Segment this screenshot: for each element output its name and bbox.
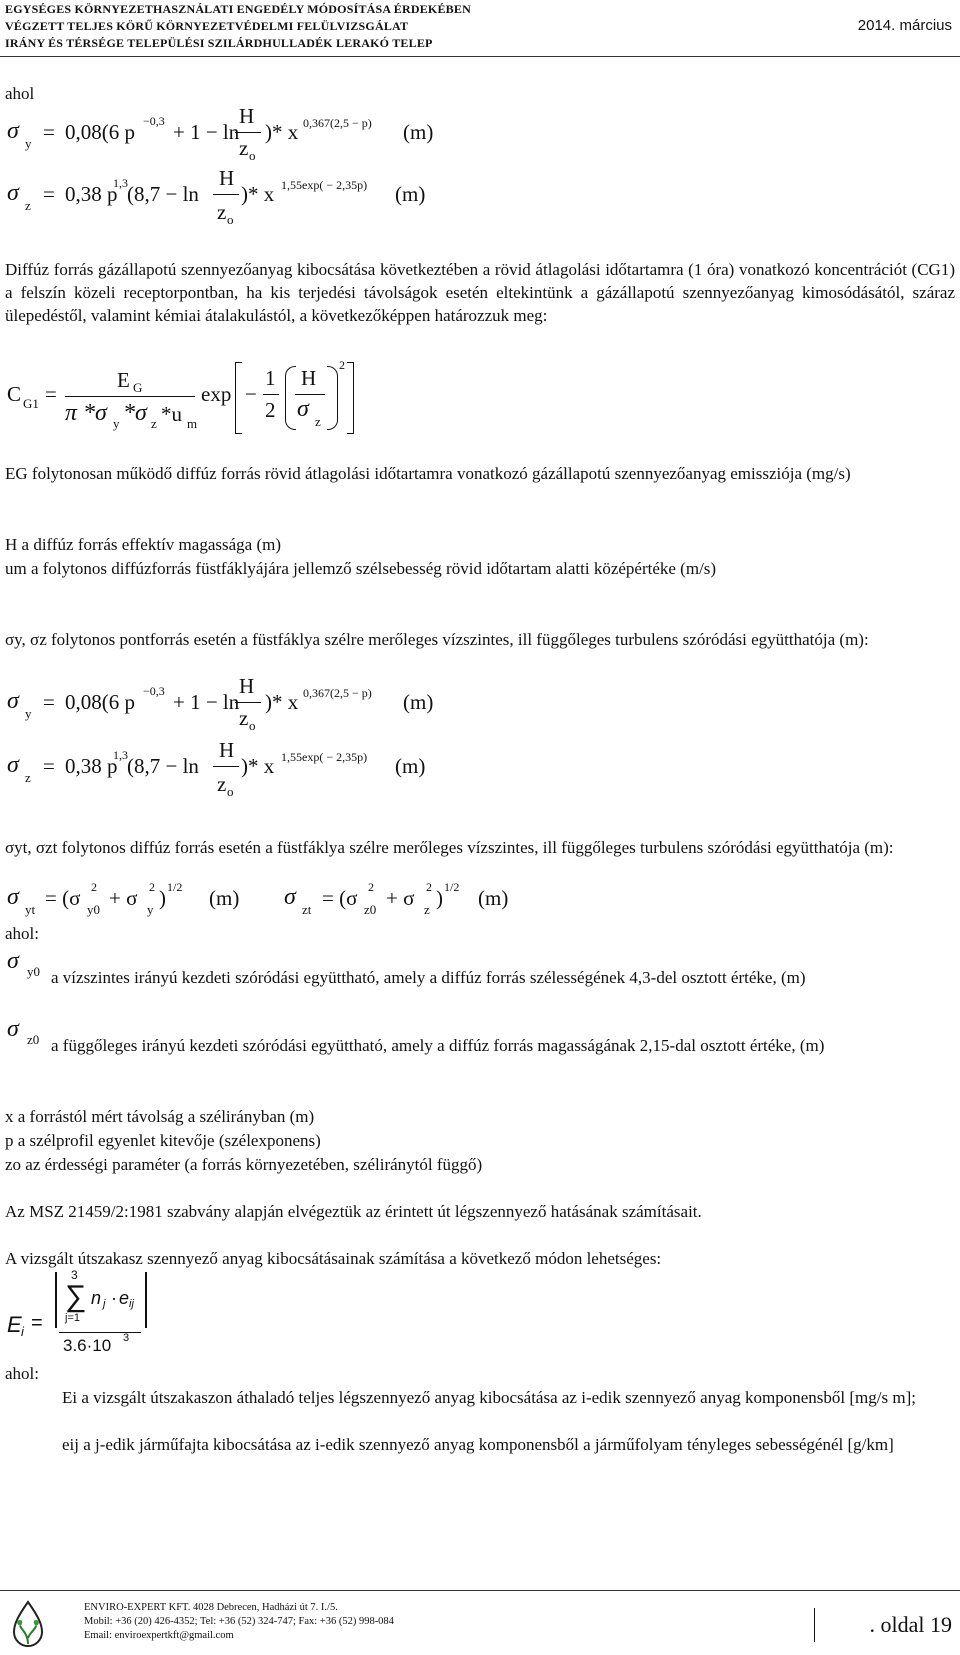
denominator-sub-y: y [113, 416, 120, 431]
coefficient: 0,38 p [65, 182, 118, 206]
n-subscript: j [103, 1298, 106, 1310]
sigma-subscript: zt [302, 902, 312, 917]
denominator-sub-m: m [187, 416, 198, 431]
sum-sign: ∑ [65, 1280, 87, 1313]
y0-subscript: y0 [87, 902, 100, 917]
z0-subscript: z0 [364, 902, 377, 917]
fraction-numerator: H [219, 738, 235, 762]
fraction-denominator: z [239, 706, 249, 730]
footer-email: Email: enviroexpertkft@gmail.com [84, 1630, 234, 1641]
fraction-numerator: E [117, 368, 130, 392]
half-numerator: 1 [265, 366, 276, 390]
c-symbol: C [7, 382, 22, 406]
fraction-denominator: z [239, 136, 249, 160]
x-term: )* x [265, 690, 299, 714]
paragraph-sigma-z0: a függőleges irányú kezdeti szóródási együttható, amely a diffúz forrás magasságának 2,15-dal osztott értéke, (m) [51, 1036, 825, 1055]
header-title-line-3: IRÁNY ÉS TÉRSÉGE TELEPÜLÉSI SZILÁRDHULLADÉK LERAKÓ TELEP [5, 36, 433, 50]
square-exponent: 2 [339, 358, 345, 372]
e-subscript-ij: ij [129, 1298, 134, 1310]
paragraph-msz: Az MSZ 21459/2:1981 szabvány alapján elvégeztük az érintett út légszennyező hatásának számításait. [5, 1202, 702, 1221]
coefficient: 0,38 p [65, 754, 118, 778]
x-term: )* x [265, 120, 299, 144]
unit-label: (m) [403, 690, 434, 714]
dot: · [111, 1288, 117, 1308]
e-term: e [119, 1288, 130, 1308]
right-bracket [347, 362, 354, 434]
half-denominator: 2 [265, 398, 276, 422]
rhs-open: = (σ [45, 886, 81, 910]
paragraph-sigma-y0: a vízszintes irányú kezdeti szóródási együttható, amely a diffúz forrás szélességének 4,3-del osztott értéke, (m) [51, 968, 806, 987]
equals-sign: = [43, 120, 55, 144]
zo-subscript: o [249, 718, 256, 733]
exponent: −0,3 [143, 684, 165, 698]
ln-term: + 1 − ln [173, 120, 240, 144]
inner-sub-z: z [315, 414, 321, 429]
paragraph-um: um a folytonos diffúzforrás füstfáklyájára jellemző szélsebesség rövid időtartam alatti középértéke (m/s) [5, 559, 717, 578]
half-bar [263, 394, 279, 395]
inner-sigma: σ [297, 396, 309, 422]
x-exponent: 0,367(2,5 − p) [303, 686, 372, 700]
formula-sigma-z-1 [5, 166, 605, 235]
sigma-symbol: σ [7, 180, 19, 206]
ln-term: (8,7 − ln [127, 182, 199, 206]
unit-label: (m) [403, 120, 434, 144]
paragraph-diffuz: Diffúz forrás gázállapotú szennyezőanyag kibocsátása következtében a rövid átlagolási időtartamra (1 óra) vonatkozó koncentrációt (CG1) a felszín közeli receptorpontban, ha kis terjedési távolságok esetén eltekintünk a gázállapotú szennyezőanyag kimosódásától, száraz ülepedéstől, valamint kémiai átalakulástól, a következőképpen határozzuk meg: [5, 260, 955, 325]
ahol-label-1: ahol [5, 84, 35, 103]
fraction-bar [65, 396, 195, 397]
formula-emission [5, 1270, 205, 1365]
coefficient: 0,08(6 p [65, 690, 135, 714]
sigma-symbol: σ [7, 948, 19, 974]
footer-separator [814, 1608, 815, 1642]
fraction-bar [213, 766, 239, 767]
close-paren: ) [436, 886, 443, 910]
plus-sigma: + σ [109, 886, 138, 910]
paragraph-sigma-t: σyt, σzt folytonos diffúz forrás esetén a füstfáklya szélre merőleges vízszintes, ill függőleges turbulens szóródási együtthatója (m): [5, 838, 894, 857]
formula-sigma-y-1 [5, 104, 605, 168]
denominator: 3.6·10 [63, 1336, 112, 1355]
z-subscript: z [424, 902, 430, 917]
unit-label: (m) [395, 754, 426, 778]
left-bracket [235, 362, 242, 434]
denominator-exponent: 3 [123, 1332, 130, 1344]
unit-label: (m) [478, 886, 509, 910]
formula-sigma-zt [282, 880, 582, 920]
minus-sign: − [245, 382, 257, 406]
equals-sign: = [43, 182, 55, 206]
ahol-label-2: ahol: [5, 924, 39, 943]
fraction-bar [235, 702, 261, 703]
exp-function: exp [201, 382, 232, 406]
square-exponent-2: 2 [149, 880, 155, 894]
paragraph-eij: eij a j-edik járműfajta kibocsátása az i-edik szennyező anyag komponensből a járműfolyam tényleges sebességénél [g/km] [62, 1435, 894, 1454]
sigma-symbol: σ [7, 688, 19, 714]
right-paren [327, 366, 338, 430]
plus-sigma: + σ [386, 886, 415, 910]
sigma-subscript: z [25, 770, 31, 785]
denominator-u: *u [161, 402, 182, 426]
zo-subscript: o [227, 212, 234, 227]
paragraph-x: x a forrástól mért távolság a szélirányban (m) [5, 1107, 315, 1126]
fraction-numerator: H [239, 674, 255, 698]
ahol-label-3: ahol: [5, 1364, 39, 1383]
x-term: )* x [241, 754, 275, 778]
page-number: . oldal 19 [869, 1612, 952, 1637]
paragraph-sigma: σy, σz folytonos pontforrás esetén a füstfáklya szélre merőleges vízszintes, ill függőleges turbulens szóródási együtthatója (m): [5, 630, 869, 649]
paragraph-zo: zo az érdességi paraméter (a forrás környezetében, széliránytól függő) [5, 1155, 483, 1174]
fraction-numerator: H [239, 104, 255, 128]
e-subscript: i [21, 1324, 24, 1339]
exponent: 1,3 [113, 176, 128, 190]
numerator-subscript: G [133, 380, 143, 395]
unit-label: (m) [209, 886, 240, 910]
paragraph-p: p a szélprofil egyenlet kitevője (szélexponens) [5, 1131, 321, 1150]
fraction-numerator: H [219, 166, 235, 190]
paragraph-h: H a diffúz forrás effektív magassága (m) [5, 535, 281, 554]
denominator-sub-z: z [151, 416, 157, 431]
sigma-subscript: yt [25, 902, 36, 917]
x-exponent: 1,55exp( − 2,35p) [281, 178, 368, 192]
left-paren [285, 366, 296, 430]
y0-subscript: y0 [27, 964, 40, 979]
fraction-bar [213, 194, 239, 195]
sigma-symbol: σ [7, 884, 19, 910]
fraction-denominator: z [217, 200, 227, 224]
sum-lower: j=1 [65, 1312, 80, 1324]
formula-concentration [5, 360, 605, 440]
e-symbol: E [7, 1312, 22, 1337]
header-title-line-2: VÉGZETT TELJES KÖRŰ KÖRNYEZETVÉDELMI FELÜLVIZSGÁLAT [5, 19, 409, 33]
y-subscript: y [147, 902, 154, 917]
sigma-subscript: y [25, 706, 32, 721]
rhs-open: = (σ [322, 886, 358, 910]
x-term: )* x [241, 182, 275, 206]
equals-sign: = [43, 754, 55, 778]
c-subscript: G1 [23, 396, 39, 411]
square-exponent-2: 2 [426, 880, 432, 894]
paragraph-ei: Ei a vizsgált útszakaszon áthaladó teljes légszennyező anyag kibocsátása az i-edik szennyező anyag komponensből [mg/s m]; [62, 1388, 916, 1407]
n-term: n [91, 1288, 102, 1308]
z0-subscript: z0 [27, 1032, 40, 1047]
footer-phones: Mobil: +36 (20) 426-4352; Tel: +36 (52) 324-747; Fax: +36 (52) 998-084 [84, 1616, 394, 1627]
ln-term: (8,7 − ln [127, 754, 199, 778]
half-exponent: 1/2 [444, 880, 460, 894]
formula-sigma-yt [5, 880, 305, 920]
company-logo-icon [8, 1598, 48, 1650]
header-rule [0, 56, 960, 57]
formula-sigma-y-2 [5, 674, 605, 738]
page-footer [0, 1590, 960, 1655]
footer-company: ENVIRO-EXPERT KFT. 4028 Debrecen, Hadházi út 7. I./5. [84, 1602, 338, 1613]
denominator-pi-sigma: π *σ [65, 400, 107, 426]
footer-rule [0, 1590, 960, 1591]
square-exponent: 2 [368, 880, 374, 894]
unit-label: (m) [395, 182, 426, 206]
fraction-bar [235, 132, 261, 133]
fraction-denominator: z [217, 772, 227, 796]
header-date: 2014. március [857, 17, 952, 34]
x-exponent: 1,55exp( − 2,35p) [281, 750, 368, 764]
square-exponent: 2 [91, 880, 97, 894]
ln-term: + 1 − ln [173, 690, 240, 714]
exponent: −0,3 [143, 114, 165, 128]
equals-sign: = [45, 382, 57, 406]
sigma-symbol: σ [284, 884, 296, 910]
sigma-symbol: σ [7, 118, 19, 144]
sigma-subscript: y [25, 136, 32, 151]
paragraph-eg: EG folytonosan működő diffúz forrás rövid átlagolási időtartamra vonatkozó gázállapotú szennyezőanyag emissziója (mg/s) [5, 464, 851, 483]
coefficient: 0,08(6 p [65, 120, 135, 144]
zo-subscript: o [249, 148, 256, 163]
half-exponent: 1/2 [167, 880, 183, 894]
header-title-line-1: EGYSÉGES KÖRNYEZETHASZNÁLATI ENGEDÉLY MÓDOSÍTÁSA ÉRDEKÉBEN [5, 2, 471, 16]
inner-numerator: H [301, 366, 317, 390]
sigma-symbol: σ [7, 1016, 19, 1042]
sum-upper: 3 [71, 1268, 78, 1282]
denominator-sigma-z: *σ [123, 400, 147, 426]
exponent: 1,3 [113, 748, 128, 762]
page-header [0, 0, 960, 60]
sigma-symbol: σ [7, 752, 19, 778]
x-exponent: 0,367(2,5 − p) [303, 116, 372, 130]
paragraph-vizsgalt: A vizsgált útszakasz szennyező anyag kibocsátásainak számítása a következő módon lehetséges: [5, 1249, 662, 1268]
close-paren: ) [159, 886, 166, 910]
equals-sign: = [43, 690, 55, 714]
equals-sign: = [31, 1312, 43, 1334]
zo-subscript: o [227, 784, 234, 799]
formula-sigma-z-2 [5, 738, 605, 807]
sigma-subscript: z [25, 198, 31, 213]
inner-bar [295, 394, 325, 395]
